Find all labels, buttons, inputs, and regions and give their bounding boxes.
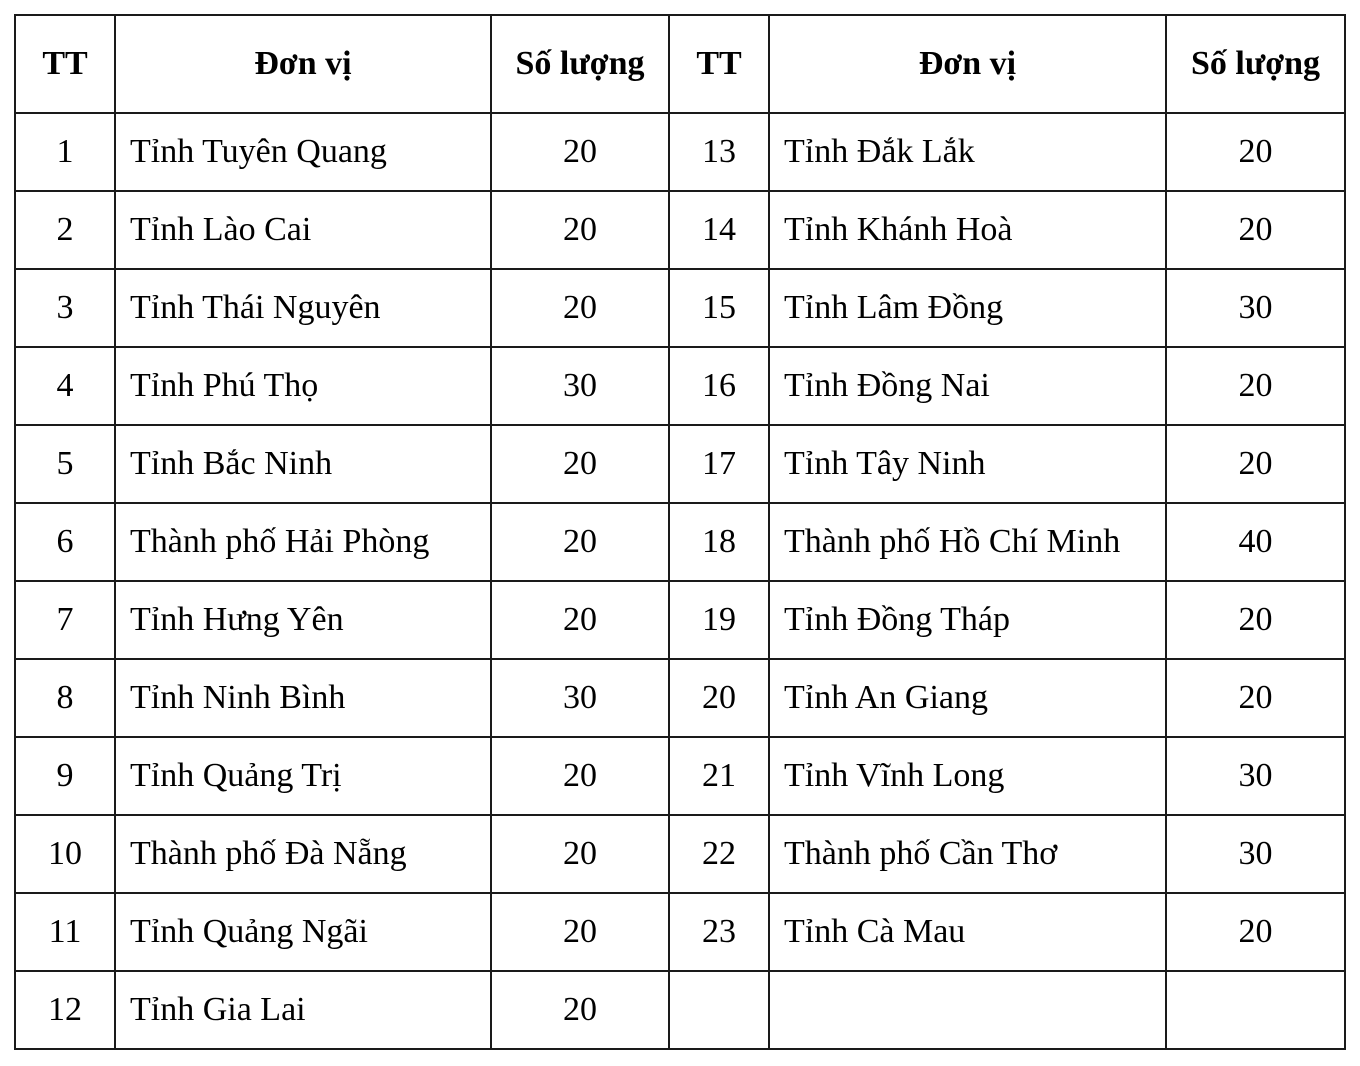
tt-cell: 12 (15, 971, 115, 1049)
qty-cell: 20 (1166, 347, 1345, 425)
tt-cell: 3 (15, 269, 115, 347)
tt-cell: 1 (15, 113, 115, 191)
qty-cell: 30 (1166, 737, 1345, 815)
tt-cell: 16 (669, 347, 769, 425)
unit-cell: Tỉnh Đắk Lắk (769, 113, 1166, 191)
unit-cell: Thành phố Hải Phòng (115, 503, 491, 581)
tt-cell: 23 (669, 893, 769, 971)
qty-cell: 20 (491, 893, 669, 971)
tt-cell: 4 (15, 347, 115, 425)
table-row (15, 347, 1345, 425)
table-row (15, 581, 1345, 659)
unit-cell: Thành phố Cần Thơ (769, 815, 1166, 893)
tt-cell: 13 (669, 113, 769, 191)
qty-cell: 30 (491, 347, 669, 425)
tt-cell: 14 (669, 191, 769, 269)
qty-cell: 20 (1166, 659, 1345, 737)
table-row (15, 269, 1345, 347)
unit-cell: Tỉnh Quảng Ngãi (115, 893, 491, 971)
qty-cell: 20 (491, 113, 669, 191)
qty-cell: 20 (491, 191, 669, 269)
qty-cell: 30 (1166, 815, 1345, 893)
qty-cell: 20 (491, 581, 669, 659)
qty-cell: 20 (491, 737, 669, 815)
table-row (15, 659, 1345, 737)
qty-cell: 20 (491, 425, 669, 503)
unit-cell: Tỉnh Phú Thọ (115, 347, 491, 425)
tt-cell: 22 (669, 815, 769, 893)
tt-cell (669, 971, 769, 1049)
unit-cell (769, 971, 1166, 1049)
unit-cell: Thành phố Đà Nẵng (115, 815, 491, 893)
qty-cell: 20 (1166, 893, 1345, 971)
unit-cell: Tỉnh Thái Nguyên (115, 269, 491, 347)
qty-cell: 20 (491, 971, 669, 1049)
qty-cell: 20 (1166, 581, 1345, 659)
tt-cell: 20 (669, 659, 769, 737)
unit-cell: Tỉnh Khánh Hoà (769, 191, 1166, 269)
qty-cell: 20 (1166, 191, 1345, 269)
tt-cell: 2 (15, 191, 115, 269)
unit-cell: Tỉnh Lâm Đồng (769, 269, 1166, 347)
allocation-table (14, 14, 1346, 1050)
table-row (15, 503, 1345, 581)
tt-cell: 7 (15, 581, 115, 659)
unit-cell: Tỉnh Tuyên Quang (115, 113, 491, 191)
header-tt-right: TT (669, 15, 769, 113)
tt-cell: 6 (15, 503, 115, 581)
unit-cell: Tỉnh Đồng Nai (769, 347, 1166, 425)
tt-cell: 10 (15, 815, 115, 893)
unit-cell: Tỉnh Tây Ninh (769, 425, 1166, 503)
header-unit-right: Đơn vị (769, 15, 1166, 113)
unit-cell: Tỉnh Gia Lai (115, 971, 491, 1049)
header-unit-left: Đơn vị (115, 15, 491, 113)
tt-cell: 9 (15, 737, 115, 815)
qty-cell: 20 (491, 269, 669, 347)
qty-cell: 20 (491, 503, 669, 581)
qty-cell: 20 (1166, 113, 1345, 191)
table-row (15, 191, 1345, 269)
unit-cell: Tỉnh Ninh Bình (115, 659, 491, 737)
header-qty-right: Số lượng (1166, 15, 1345, 113)
tt-cell: 8 (15, 659, 115, 737)
table-row (15, 425, 1345, 503)
qty-cell: 30 (1166, 269, 1345, 347)
unit-cell: Thành phố Hồ Chí Minh (769, 503, 1166, 581)
tt-cell: 5 (15, 425, 115, 503)
qty-cell: 20 (1166, 425, 1345, 503)
qty-cell: 20 (491, 815, 669, 893)
unit-cell: Tỉnh Hưng Yên (115, 581, 491, 659)
table-row (15, 737, 1345, 815)
tt-cell: 19 (669, 581, 769, 659)
unit-cell: Tỉnh Đồng Tháp (769, 581, 1166, 659)
unit-cell: Tỉnh Quảng Trị (115, 737, 491, 815)
tt-cell: 18 (669, 503, 769, 581)
unit-cell: Tỉnh Lào Cai (115, 191, 491, 269)
header-tt-left: TT (15, 15, 115, 113)
header-qty-left: Số lượng (491, 15, 669, 113)
table-row (15, 815, 1345, 893)
tt-cell: 11 (15, 893, 115, 971)
table-row (15, 113, 1345, 191)
qty-cell: 40 (1166, 503, 1345, 581)
table-row (15, 893, 1345, 971)
unit-cell: Tỉnh Bắc Ninh (115, 425, 491, 503)
qty-cell (1166, 971, 1345, 1049)
unit-cell: Tỉnh Vĩnh Long (769, 737, 1166, 815)
unit-cell: Tỉnh Cà Mau (769, 893, 1166, 971)
qty-cell: 30 (491, 659, 669, 737)
tt-cell: 15 (669, 269, 769, 347)
tt-cell: 17 (669, 425, 769, 503)
header-row (15, 15, 1345, 113)
tt-cell: 21 (669, 737, 769, 815)
unit-cell: Tỉnh An Giang (769, 659, 1166, 737)
table-row (15, 971, 1345, 1049)
